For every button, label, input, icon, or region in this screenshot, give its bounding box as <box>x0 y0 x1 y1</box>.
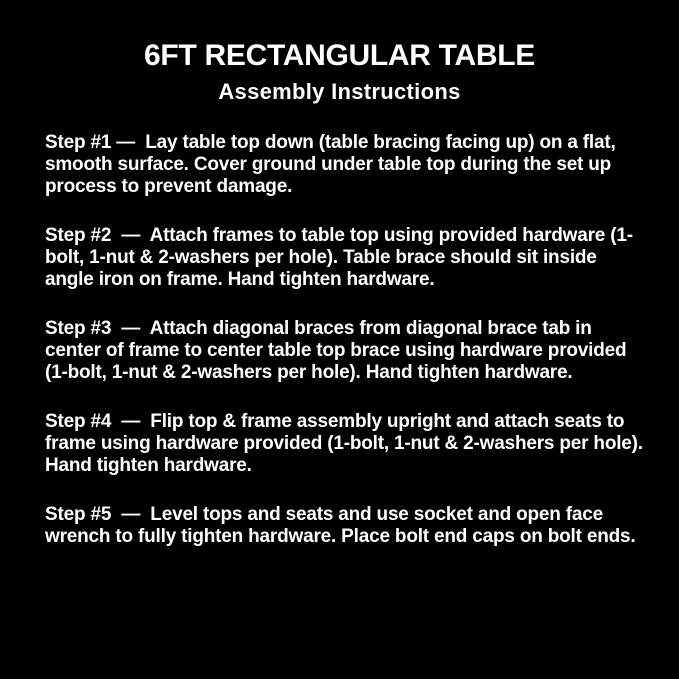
step-2-paragraph: Step #2 — Attach frames to table top using provided hardware (1-bolt, 1-nut & 2-washers per hole). Table brace should sit inside angle iron on frame. Hand tighten hardware. <box>45 225 633 290</box>
step-4-paragraph: Step #4 — Flip top & frame assembly upright and attach seats to frame using hardware provided (1-bolt, 1-nut & 2-washers per hole). Hand tighten hardware. <box>45 411 648 476</box>
step-5-paragraph: Step #5 — Level tops and seats and use socket and open face wrench to fully tighten hardware. Place bolt end caps on bolt ends. <box>45 504 636 547</box>
steps-list <box>45 132 648 548</box>
step-1-paragraph: Step #1 — Lay table top down (table bracing facing up) on a flat, smooth surface. Cover ground under table top during the set up process to prevent damage. <box>45 132 621 197</box>
step-3-paragraph: Step #3 — Attach diagonal braces from diagonal brace tab in center of frame to center table top brace using hardware provided (1-bolt, 1-nut & 2-washers per hole). Hand tighten hardware. <box>45 318 632 383</box>
page-title: 6FT RECTANGULAR TABLE <box>144 39 535 72</box>
page-subtitle: Assembly Instructions <box>218 79 461 104</box>
